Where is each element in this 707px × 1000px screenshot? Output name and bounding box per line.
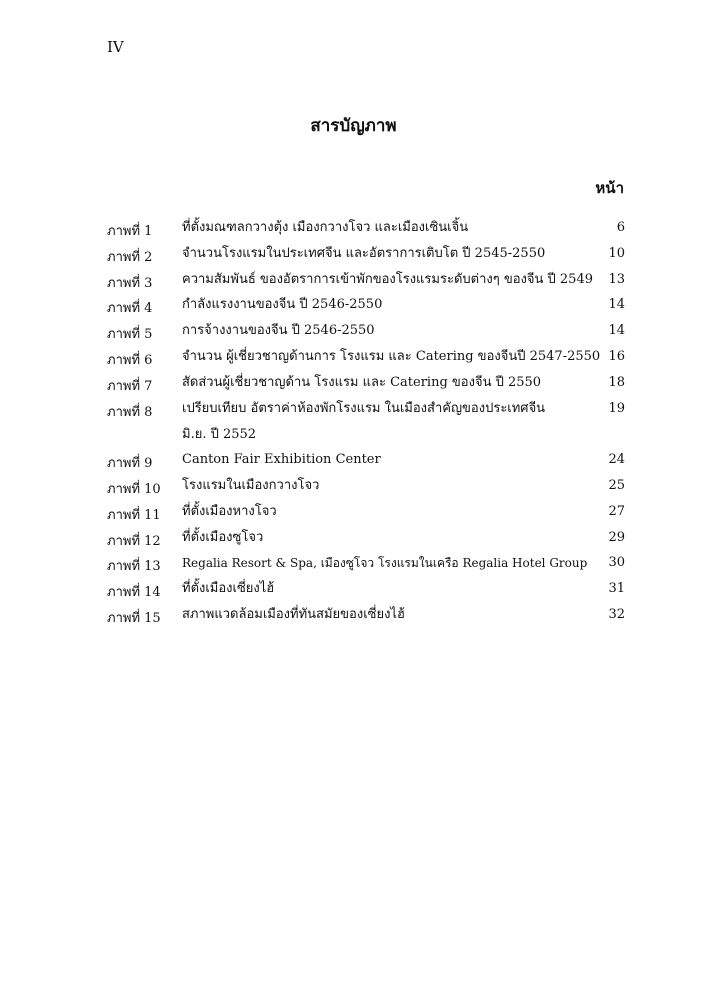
page-title: สารบัญภาพ <box>310 116 397 136</box>
entry-title: สัดส่วนผู้เชี่ยวชาญด้าน โรงแรม และ Catering ของจีน ปี 2550 <box>182 374 542 390</box>
entry-label: ภาพที่ 5 <box>107 327 153 343</box>
page-number: IV <box>107 38 124 56</box>
entry-page: 24 <box>608 452 625 468</box>
entry-title: ที่ตั้งเมืองเซี่ยงไฮ้ <box>182 581 275 597</box>
toc-entry <box>107 603 625 629</box>
entry-page: 10 <box>608 245 625 261</box>
toc-entry <box>107 397 625 449</box>
entry-title: ความสัมพันธ์ ของอัตราการเข้าพักของโรงแรมระดับต่างๆ ของจีน ปี 2549 <box>182 271 593 287</box>
entry-label: ภาพที่ 14 <box>107 585 161 601</box>
entry-page: 18 <box>608 374 625 390</box>
entry-page: 13 <box>608 271 625 287</box>
entry-label: ภาพที่ 12 <box>107 533 161 549</box>
entry-title: Canton Fair Exhibition Center <box>182 452 381 468</box>
entry-title: จำนวน ผู้เชี่ยวชาญด้านการ โรงแรม และ Catering ของจีนปี 2547-2550 <box>182 348 601 364</box>
figure-list <box>107 216 625 629</box>
toc-entry <box>107 293 625 319</box>
entry-page: 31 <box>608 581 625 597</box>
toc-entry <box>107 551 625 577</box>
entry-title: ที่ตั้งเมืองหางโจว <box>182 503 277 519</box>
entry-label: ภาพที่ 13 <box>107 559 161 575</box>
entry-label: ภาพที่ 2 <box>107 249 153 265</box>
entry-title: โรงแรมในเมืองกวางโจว <box>182 477 320 493</box>
entry-label: ภาพที่ 11 <box>107 507 161 523</box>
entry-title: ที่ตั้งเมืองซูโจว <box>182 529 264 545</box>
entry-title: จำนวนโรงแรมในประเทศจีน และอัตราการเติบโต ปี 2545-2550 <box>182 245 546 261</box>
entry-page: 27 <box>608 503 625 519</box>
entry-title: เปรียบเทียบ อัตราค่าห้องพักโรงแรม ในเมืองสำคัญของประเทศจีน มิ.ย. ปี 2552 <box>182 400 546 442</box>
entry-page: 6 <box>616 220 625 235</box>
entry-label: ภาพที่ 8 <box>107 404 153 420</box>
toc-entry <box>107 319 625 345</box>
entry-title: ที่ตั้งมณฑลกวางตุ้ง เมืองกวางโจว และเมืองเซินเจิ้น <box>182 220 469 235</box>
toc-entry <box>107 242 625 268</box>
entry-title: สภาพแวดล้อมเมืองที่ทันสมัยของเซี่ยงไฮ้ <box>182 606 405 622</box>
entry-label: ภาพที่ 1 <box>107 224 153 239</box>
entry-page: 25 <box>608 477 625 493</box>
entry-page: 14 <box>608 297 625 313</box>
entry-title: กำลังแรงงานของจีน ปี 2546-2550 <box>182 297 383 313</box>
toc-entry <box>107 577 625 603</box>
toc-entry <box>107 474 625 500</box>
entry-page: 29 <box>608 529 625 545</box>
entry-page: 19 <box>608 400 625 416</box>
entry-label: ภาพที่ 3 <box>107 275 153 291</box>
toc-entry <box>107 448 625 474</box>
entry-title: การจ้างงานของจีน ปี 2546-2550 <box>182 323 375 339</box>
entry-label: ภาพที่ 15 <box>107 610 161 626</box>
toc-entry <box>107 216 625 242</box>
entry-label: ภาพที่ 7 <box>107 378 153 394</box>
entry-page: 14 <box>608 323 625 339</box>
entry-page: 16 <box>608 348 625 364</box>
toc-entry <box>107 526 625 552</box>
page-column-header: หน้า <box>595 179 624 197</box>
toc-entry <box>107 268 625 294</box>
entry-label: ภาพที่ 9 <box>107 456 153 472</box>
entry-label: ภาพที่ 6 <box>107 352 153 368</box>
toc-entry <box>107 345 625 371</box>
toc-entry <box>107 371 625 397</box>
entry-page: 30 <box>608 555 625 571</box>
entry-title: Regalia Resort & Spa, เมืองซูโจว โรงแรมในเครือ Regalia Hotel Group <box>182 556 588 571</box>
toc-entry <box>107 500 625 526</box>
entry-page: 32 <box>608 606 625 622</box>
entry-label: ภาพที่ 4 <box>107 301 153 317</box>
entry-label: ภาพที่ 10 <box>107 481 161 497</box>
